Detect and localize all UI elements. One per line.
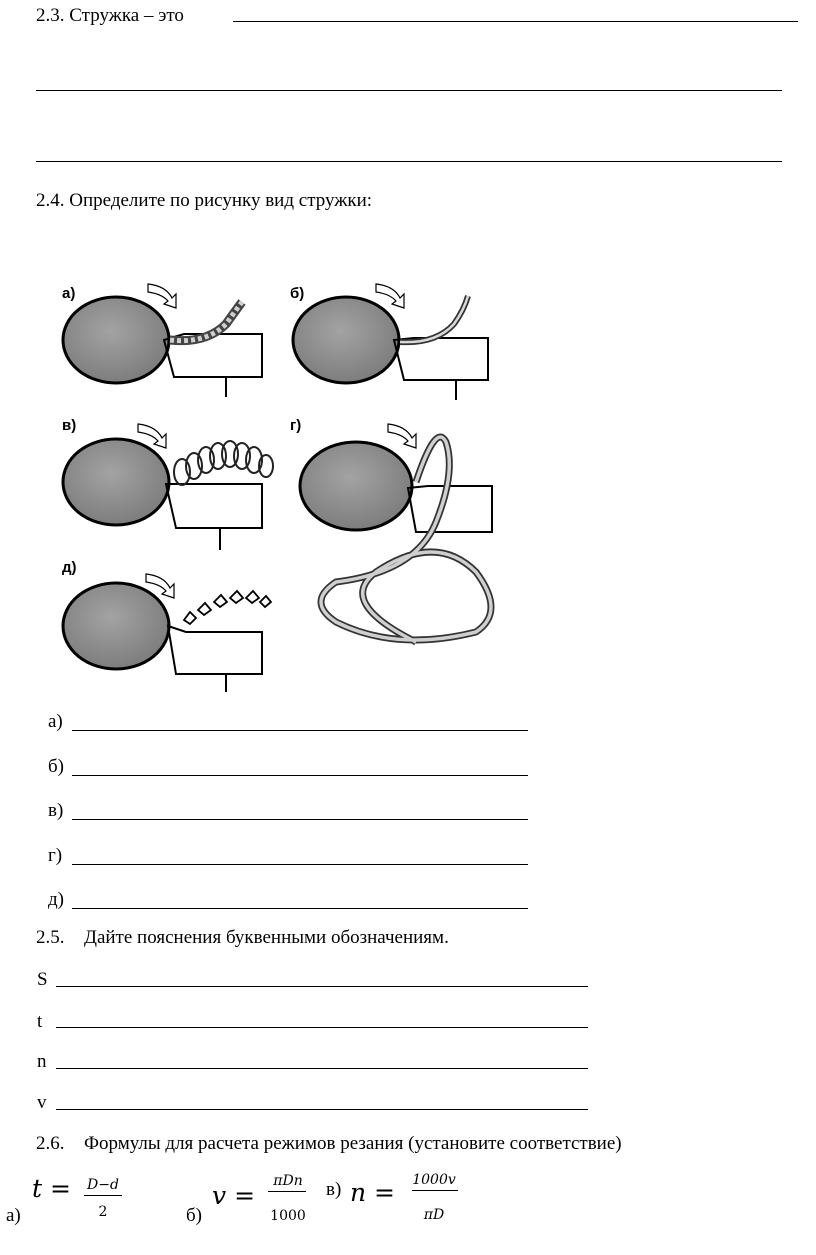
panel-b [290,284,488,400]
workpiece-d [300,442,412,530]
panel-a [62,284,262,397]
question-2-5-text: Дайте пояснения буквенными обозначениям. [84,927,449,948]
question-2-4-label: 2.4. Определите по рисунку вид стружки: [36,190,373,211]
formula-den-c: πD [423,1207,445,1223]
panel-label-c: в) [62,417,77,434]
symbol-n: n [37,1051,47,1072]
panel-d [290,417,492,642]
question-2-6-number: 2.6. [36,1133,65,1154]
panel-label-d: г) [290,417,302,434]
workpiece-e [63,583,169,669]
formula-lhs-b: v = [212,1181,256,1210]
fraction-bar-c [412,1190,458,1191]
arrow-icon [376,284,404,308]
answer-line-n[interactable] [56,1068,588,1069]
answer-line-2-3-c[interactable] [36,161,782,162]
symbol-s: S [37,969,48,990]
workpiece-c [63,439,169,525]
fraction-bar-b [268,1191,306,1192]
arrow-icon [148,284,176,308]
formula-num-c: 1000v [412,1172,456,1188]
chip-fragments-e [184,591,271,624]
answer-line-e[interactable] [72,908,528,909]
formula-den-b: 1000 [270,1208,306,1224]
answer-label-a: а) [48,711,63,732]
answer-label-d: г) [48,845,63,866]
formula-label-c: в) [326,1179,342,1200]
formula-lhs-a: t = [32,1174,71,1203]
chip-types-figure [36,272,508,700]
workpiece-b [293,297,399,383]
formula-num-a: D−d [87,1177,119,1193]
question-2-6-text: Формулы для расчета режимов резания (установите соответствие) [84,1133,622,1154]
answer-label-c: в) [48,800,64,821]
chip-spiral-c [174,441,273,485]
panel-label-a: а) [62,285,76,302]
cutter-e [168,626,262,674]
answer-line-v[interactable] [56,1109,588,1110]
panel-c [62,417,273,550]
panel-e [62,559,271,692]
panel-label-b: б) [290,285,305,302]
answer-line-s[interactable] [56,986,588,987]
symbol-v: v [37,1092,47,1113]
panel-label-e: д) [62,559,77,576]
answer-line-2-3-b[interactable] [36,90,782,91]
arrow-icon [388,424,416,448]
answer-line-c[interactable] [72,819,528,820]
cutter-d [408,486,492,532]
symbol-t: t [37,1011,43,1032]
formula-label-b: б) [186,1205,202,1226]
formula-label-a: а) [6,1205,21,1226]
answer-line-2-3-a[interactable] [233,21,798,22]
cutter-c [166,484,262,528]
fraction-bar-a [84,1195,122,1196]
formula-den-a: 2 [98,1204,108,1220]
question-2-3-label: 2.3. Стружка – это [36,5,184,26]
answer-label-b: б) [48,756,64,777]
answer-line-a[interactable] [72,730,528,731]
answer-line-b[interactable] [72,775,528,776]
workpiece-a [63,297,169,383]
answer-line-t[interactable] [56,1027,588,1028]
question-2-5-number: 2.5. [36,927,65,948]
answer-line-d[interactable] [72,864,528,865]
formula-lhs-c: n = [350,1178,395,1207]
answer-label-e: д) [48,889,64,910]
formula-num-b: πDn [273,1173,303,1189]
